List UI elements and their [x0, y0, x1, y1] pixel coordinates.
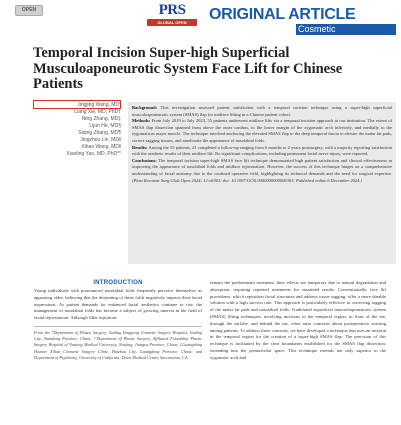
abstract-box — [128, 102, 396, 264]
abstract-background-text: This investigation assessed patient satisfaction with a temporal incision technique using a super-high superficial musculoaponeurotic system (SMAS) flap for midface lifting in a Chinese patient cohort. — [132, 105, 392, 117]
journal-logo-subtitle: GLOBAL OPEN — [147, 19, 197, 26]
author-name: Siqing Zhang, MD¶ — [78, 130, 121, 136]
author-name: Liang Xie, MD, PhD† — [74, 109, 121, 115]
abstract-results-label: Results: — [132, 144, 148, 150]
abstract-background-label: Background: — [132, 105, 158, 110]
abstract-conclusions-text: The temporal incision super-high SMAS face lift technique demonstrated high patient satisfaction and clinical effectiveness in improving the appearance of nasolabial folds and midface rejuvenation. However, the success of this technique hinges on a comprehensive understanding of facial anatomy due to the confined operative field, highlighting its technical demands and the need for surgical expertise. — [132, 157, 392, 176]
abstract-results-text: Among the 55 patients, 41 completed a follow-up ranging from 6 months to 2 years postsurgery, with a majority reporting satisfaction with the aesthetic results of their midface lift. No significant complications, including permanent facial nerve injury, were reported. — [132, 144, 393, 157]
open-access-badge: OPEN — [15, 5, 43, 16]
article-type-heading: ORIGINAL ARTICLE — [209, 6, 356, 23]
author-name: Ning Zhang, MD‡ — [81, 116, 121, 122]
author-name: Lijun He, MD§ — [89, 123, 121, 129]
author-list — [33, 102, 121, 158]
introduction-paragraph: Young individuals with pronounced nasolabial folds frequently perceive themselves as appearing older, believing that the deepening of these folds negatively impacts their facial expressions. As patient demands for enhanced facial aesthetics continue to rise, the management of nasolabial folds has become a subject of growing interest in the field of facial rejuvenation. Although filler injections — [34, 288, 202, 321]
journal-logo-text: PRS — [158, 2, 186, 18]
introduction-heading: INTRODUCTION — [93, 280, 143, 286]
author-name: Xiaoling Yao, MD, PhD** — [66, 151, 121, 157]
category-label: Cosmetic — [298, 24, 336, 34]
author-name: Jingjing Wang, MD* — [77, 102, 121, 108]
article-title: Temporal Incision Super-high Superficial Musculoaponeurotic System Face Lift for Chinese Patients — [33, 45, 343, 92]
affiliation-footnote: From the *Department of Plastic Surgery, Jiading Yangpeng Cosmetic Surgery Hospital, Jiading City, Shandong Province, China; †Department of Plastic Surgery, Affiliated Friendship Plastic Surgery Hospital of Nanjing Medical University, Nanjing, Jiangsu Province, China; ‡Guangdong Huamei Xilian Cosmetic Surgery Clinic, Huizhou City, Guangdong Province, China; and Department of Psychiatry, University of California, Davis Medical Center, Sacramento, CA. — [34, 329, 202, 360]
abstract-methods-text: From July 2019 to July 2023, 55 patients underwent midface lifts via a temporal incision approach at our institution. The extent of SMAS flap dissection spanned from above the outer canthus, to the lower margin of the zygomatic arch inferiorly, and medially to the zygomaticus major muscle. The technique involved anchoring the elevated SMAS flap to the deep temporal fascia to elevate the malar fat pads, correct sagging tissues, and ameliorate the appearance of nasolabial folds. — [132, 118, 392, 143]
author-name: Jingzhou Lin, MD‖ — [80, 137, 121, 143]
abstract-methods-label: Methods: — [132, 118, 151, 124]
author-name: Xihao Wang, MD‖ — [81, 144, 121, 150]
introduction-paragraph-continued: remain the predominant treatment, their effects are temporary due to natural degradation and absorption, requiring repeated treatments for sustained results. Conventionally, face lift procedures, which reposition facial structures and address tissue sagging, offer a more durable solution with a high success rate. This approach is particularly effective in correcting sagging of the malar fat pads and nasolabial folds. Traditional superficial musculoaponeurotic system (SMAS) lifting techniques, involving incisions in the temporal region, in front of the ear, through the earlobe, and behind the ear, often raise concerns about postoperative scarring among patients. To address these concerns, we have developed a technique that uses an incision in the temporal region for the creation of a super-high SMAS flap. The precision of this technique is facilitated by the clear boundaries established for the SMAS flap dissection, extending into the preauricular space. This technique extends not only superior to the zygomatic arch and — [210, 280, 386, 360]
left-column — [34, 280, 202, 361]
abstract-citation: (Plast Reconstr Surg Glob Open 2024; 12:e6363; doi: 10.1097/GOX.0000000000006363; Published online 6 December 2024.) — [132, 177, 363, 183]
journal-logo — [145, 2, 199, 30]
footnote-divider — [34, 326, 202, 327]
abstract-conclusions-label: Conclusions: — [132, 157, 157, 163]
right-column — [210, 280, 386, 362]
